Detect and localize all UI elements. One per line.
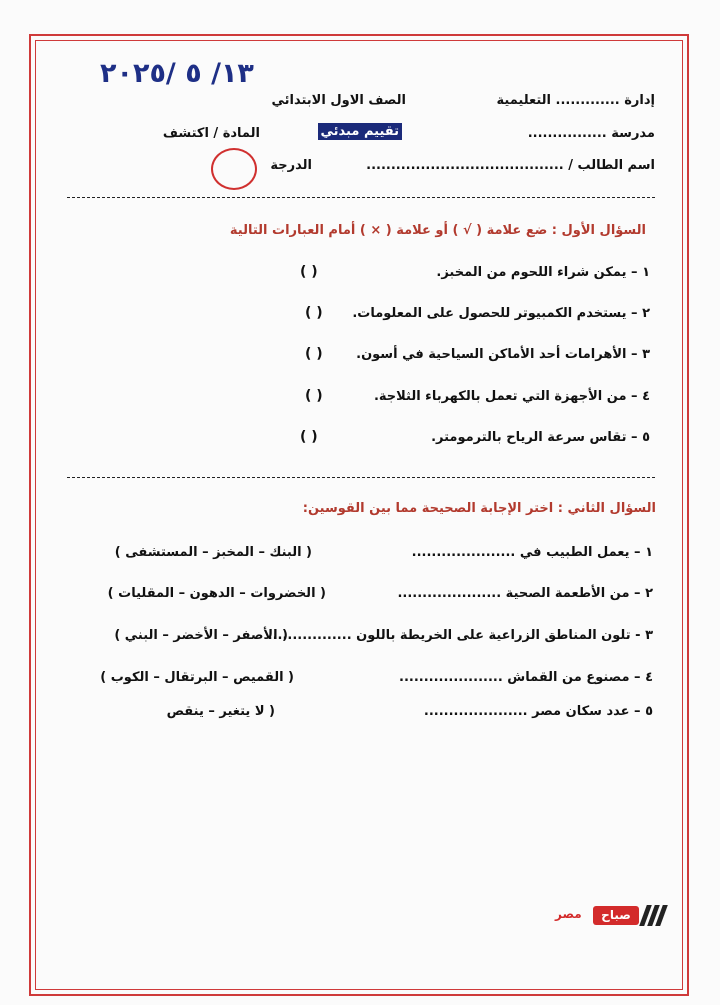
- q2-item-4: ٤ – مصنوع من القماش .....................: [399, 670, 653, 685]
- divider-1: [67, 197, 655, 198]
- q2-choices-2: ( الخضروات – الدهون – المقليات ): [107, 586, 326, 601]
- q1-title: السؤال الأول : ضع علامة ( √ ) أو علامة ( × ) أمام العبارات التالية: [229, 223, 646, 238]
- q2-title: السؤال الثاني : اختر الإجابة الصحيحة مما بين القوسين:: [302, 501, 656, 516]
- subject-field: المادة / اكتشف: [162, 126, 260, 141]
- handwritten-date: ١٣/ ٥ /٢٠٢٥: [100, 58, 254, 89]
- q2-item-1: ١ – يعمل الطبيب في .....................: [411, 545, 653, 560]
- score-circle: [211, 148, 257, 190]
- student-name-field: اسم الطالب / ........................................: [366, 158, 655, 173]
- q1-answer-3[interactable]: ( ): [305, 346, 323, 362]
- q1-item-3: ٣ – الأهرامات أحد الأماكن السياحية في أسون.: [356, 347, 650, 362]
- q1-answer-1[interactable]: ( ): [300, 264, 318, 280]
- q1-item-1: ١ – يمكن شراء اللحوم من المخبز.: [436, 265, 650, 280]
- grade-score-label: الدرجة: [270, 158, 312, 173]
- school-field: مدرسة ................: [527, 126, 655, 141]
- q2-item-3: ٣ - تلون المناطق الزراعية على الخريطة باللون .................: [267, 628, 653, 643]
- grade-level: الصف الاول الابتدائي: [271, 93, 406, 108]
- q2-choices-5: ( لا يتغير – ينقص: [166, 704, 275, 719]
- q2-choices-1: ( البنك – المخبز – المستشفى ): [114, 545, 312, 560]
- q1-item-5: ٥ – تقاس سرعة الرياح بالترمومتر.: [431, 430, 650, 445]
- q2-choices-3: ( الأصفر – الأخضر – البني ): [114, 628, 288, 643]
- q1-item-2: ٢ – يستخدم الكمبيوتر للحصول على المعلومات.: [352, 306, 650, 321]
- logo-text-masr: مصر: [555, 907, 582, 921]
- exam-type-badge: تقييم مبدئي: [318, 124, 402, 139]
- logo-text-sabah: صباح: [593, 906, 639, 925]
- q2-choices-4: ( القميص – البرتقال – الكوب ): [100, 670, 294, 685]
- q1-item-4: ٤ – من الأجهزة التي تعمل بالكهرباء الثلاجة.: [373, 389, 650, 404]
- q1-answer-2[interactable]: ( ): [305, 305, 323, 321]
- q2-item-2: ٢ – من الأطعمة الصحية .....................: [397, 586, 653, 601]
- divider-2: [67, 477, 655, 478]
- site-logo: [555, 905, 665, 927]
- q2-item-5: ٥ – عدد سكان مصر .....................: [423, 704, 653, 719]
- administration-field: إدارة ............. التعليمية: [496, 93, 655, 108]
- q1-answer-4[interactable]: ( ): [305, 388, 323, 404]
- q1-answer-5[interactable]: ( ): [300, 429, 318, 445]
